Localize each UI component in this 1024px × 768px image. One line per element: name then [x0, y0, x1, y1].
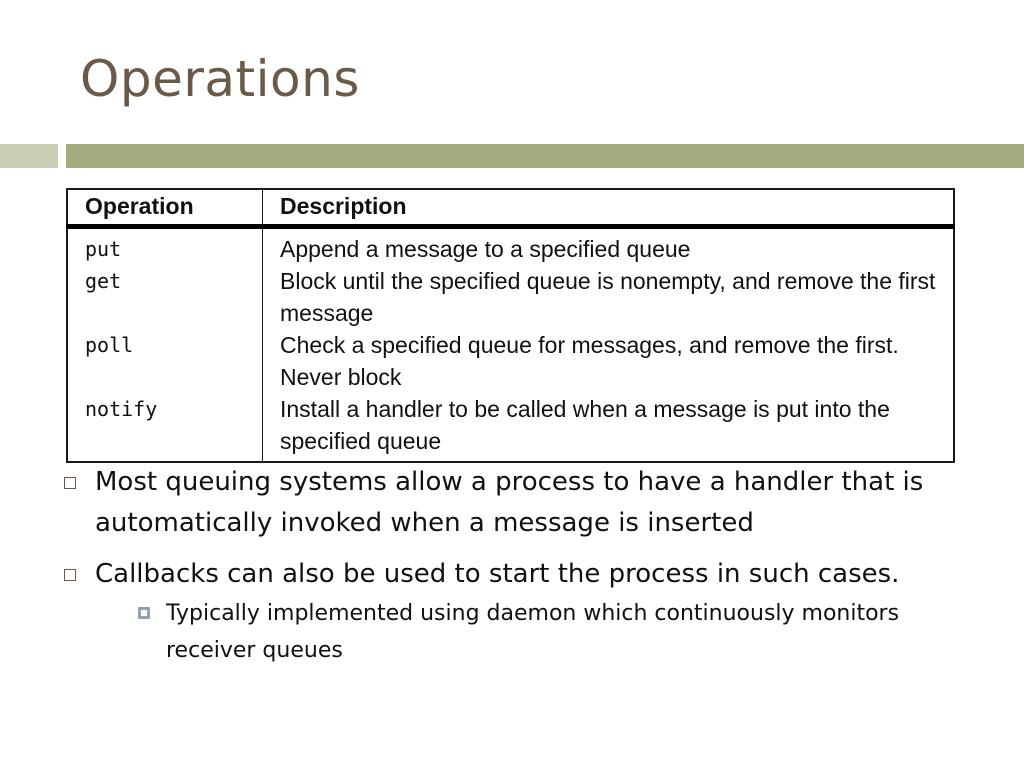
operation-name-poll-continuation	[85, 361, 245, 393]
column-header-operation: Operation	[67, 189, 263, 227]
column-header-description: Description	[263, 189, 955, 227]
operation-name-get-continuation	[85, 297, 245, 329]
slide-title: Operations	[80, 50, 360, 108]
operation-description-put: Append a message to a specified queue	[280, 236, 691, 262]
hollow-square-bullet-icon	[64, 569, 76, 581]
operation-column-cell	[67, 227, 263, 463]
bullet-item	[60, 462, 990, 544]
operation-name-poll: poll	[85, 333, 134, 357]
table-header-row	[67, 189, 954, 227]
operation-name-notify: notify	[85, 397, 158, 421]
operations-table	[66, 188, 955, 463]
sub-bullet-list	[95, 595, 990, 669]
operation-description-poll: Check a specified queue for messages, and remove the first. Never block	[280, 332, 899, 390]
square-sub-bullet-icon	[138, 607, 150, 619]
operation-name-get: get	[85, 269, 122, 293]
bullet-text: Most queuing systems allow a process to have a handler that is automatically invoked when a message is inserted	[95, 467, 924, 538]
table-row	[67, 227, 954, 463]
header-bar-left-accent	[0, 144, 58, 168]
bullet-list	[60, 462, 990, 679]
operation-description-get: Block until the specified queue is nonempty, and remove the first message	[280, 268, 936, 326]
bullet-item	[60, 554, 990, 669]
description-column-cell	[263, 227, 955, 463]
hollow-square-bullet-icon	[64, 477, 76, 489]
header-bar	[66, 144, 1024, 168]
sub-bullet-item	[135, 595, 990, 669]
operation-description-notify: Install a handler to be called when a message is put into the specified queue	[280, 396, 890, 454]
operation-name-put: put	[85, 237, 122, 261]
sub-bullet-text: Typically implemented using daemon which continuously monitors receiver queues	[166, 601, 900, 663]
bullet-text: Callbacks can also be used to start the process in such cases.	[95, 559, 900, 589]
